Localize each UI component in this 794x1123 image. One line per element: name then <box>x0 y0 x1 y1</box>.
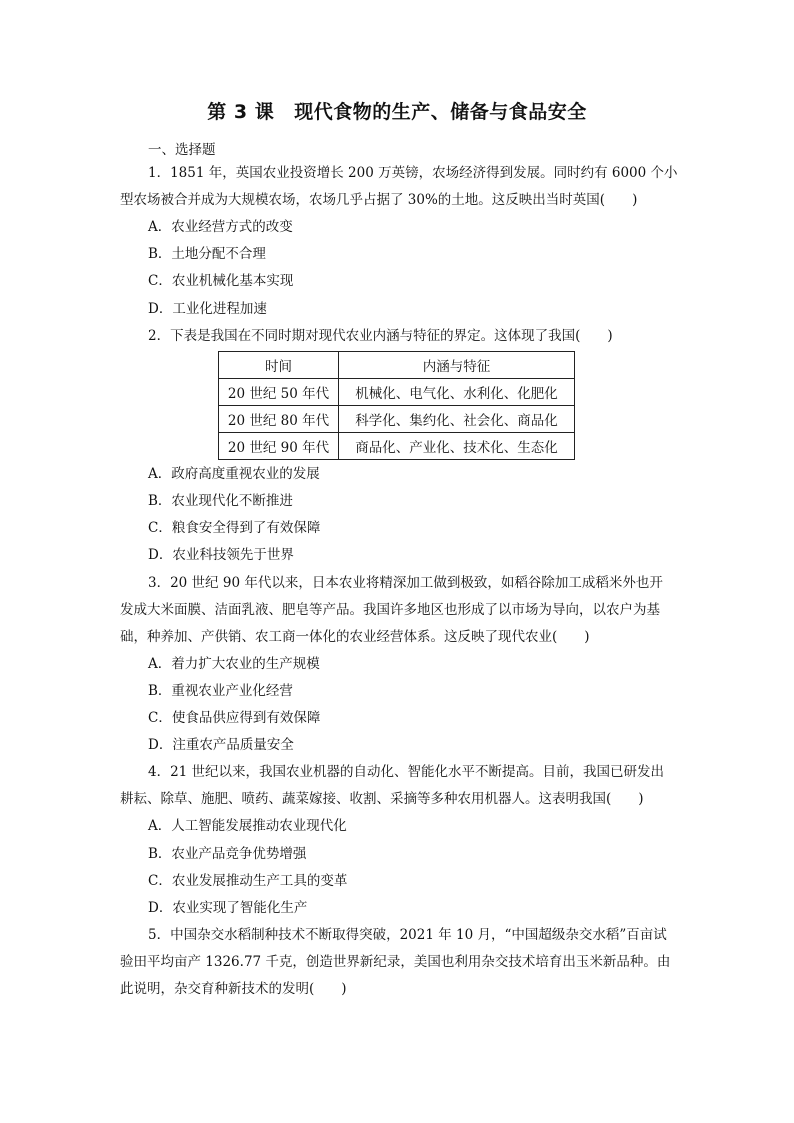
question-4-option-d: D．农业实现了智能化生产 <box>148 900 308 917</box>
table-row <box>219 378 575 405</box>
table-cell-features: 商品化、产业化、技术化、生态化 <box>339 432 575 459</box>
question-4-option-c: C．农业发展推动生产工具的变革 <box>148 872 348 889</box>
question-4-line-2: 耕耘、除草、施肥、喷药、蔬菜嫁接、收割、采摘等多种农用机器人。这表明我国( ) <box>120 791 644 808</box>
question-3-line-3: 础，种养加、产供销、农工商一体化的农业经营体系。这反映了现代农业( ) <box>120 628 590 645</box>
question-2 <box>148 323 676 570</box>
question-4 <box>120 759 676 922</box>
question-list <box>120 160 678 1003</box>
question-3 <box>120 570 676 760</box>
question-4-option-b: B．农业产品竞争优势增强 <box>148 845 307 862</box>
lesson-number: 第 3 课 <box>207 101 275 123</box>
question-1 <box>120 160 678 323</box>
table-cell-time: 20 世纪 80 年代 <box>219 405 339 432</box>
question-3-option-b: B．重视农业产业化经营 <box>148 682 293 699</box>
question-1-line-2: 型农场被合并成为大规模农场，农场几乎占据了 30%的土地。这反映出当时英国( ) <box>120 192 638 208</box>
table-row <box>219 405 575 432</box>
section-heading: 一、选择题 <box>148 142 216 158</box>
page-title <box>0 97 794 124</box>
question-2-option-d: D．农业科技领先于世界 <box>148 547 294 564</box>
lesson-name: 现代食物的生产、储备与食品安全 <box>294 101 587 123</box>
question-4-option-a: A．人工智能发展推动农业现代化 <box>148 818 347 835</box>
question-4-line-1: 4．21 世纪以来，我国农业机器的自动化、智能化水平不断提高。目前，我国已研发出 <box>148 764 665 781</box>
definition-table <box>218 351 575 460</box>
table-cell-time: 20 世纪 50 年代 <box>219 378 339 405</box>
question-5-line-3: 此说明，杂交育种新技术的发明( ) <box>120 981 347 998</box>
table-cell-features: 科学化、集约化、社会化、商品化 <box>339 405 575 432</box>
question-5-line-1: 5．中国杂交水稻制种技术不断取得突破，2021 年 10 月，“中国超级杂交水稻”百亩试 <box>148 927 667 944</box>
question-1-line-1: 1．1851 年，英国农业投资增长 200 万英镑，农场经济得到发展。同时约有 6000 个小 <box>148 165 678 181</box>
question-5 <box>120 922 676 1003</box>
question-1-option-d: D．工业化进程加速 <box>148 300 267 317</box>
question-2-option-a: A．政府高度重视农业的发展 <box>148 465 320 482</box>
question-1-option-c: C．农业机械化基本实现 <box>148 273 294 290</box>
table-header-time: 时间 <box>219 351 339 378</box>
question-3-option-a: A．着力扩大农业的生产规模 <box>148 655 320 672</box>
question-3-line-1: 3．20 世纪 90 年代以来，日本农业将精深加工做到极致，如稻谷除加工成稻米外也开 <box>148 574 663 591</box>
question-1-option-a: A．农业经营方式的改变 <box>148 219 293 235</box>
question-3-option-d: D．注重农产品质量安全 <box>148 737 294 754</box>
question-2-option-b: B．农业现代化不断推进 <box>148 493 293 510</box>
question-2-line-1: 2．下表是我国在不同时期对现代农业内涵与特征的界定。这体现了我国( ) <box>148 327 613 344</box>
table-header-row <box>219 351 575 378</box>
table-row <box>219 432 575 459</box>
table-cell-time: 20 世纪 90 年代 <box>219 432 339 459</box>
question-3-option-c: C．使食品供应得到有效保障 <box>148 710 321 727</box>
question-3-line-2: 发成大米面膜、洁面乳液、肥皂等产品。我国许多地区也形成了以市场为导向，以农户为基 <box>120 601 660 618</box>
table-cell-features: 机械化、电气化、水利化、化肥化 <box>339 378 575 405</box>
table-header-features: 内涵与特征 <box>339 351 575 378</box>
question-2-option-c: C．粮食安全得到了有效保障 <box>148 520 321 537</box>
question-1-option-b: B．土地分配不合理 <box>148 246 266 263</box>
question-5-line-2: 验田平均亩产 1326.77 千克，创造世界新纪录，美国也利用杂交技术培育出玉米新品种。由 <box>120 954 671 971</box>
